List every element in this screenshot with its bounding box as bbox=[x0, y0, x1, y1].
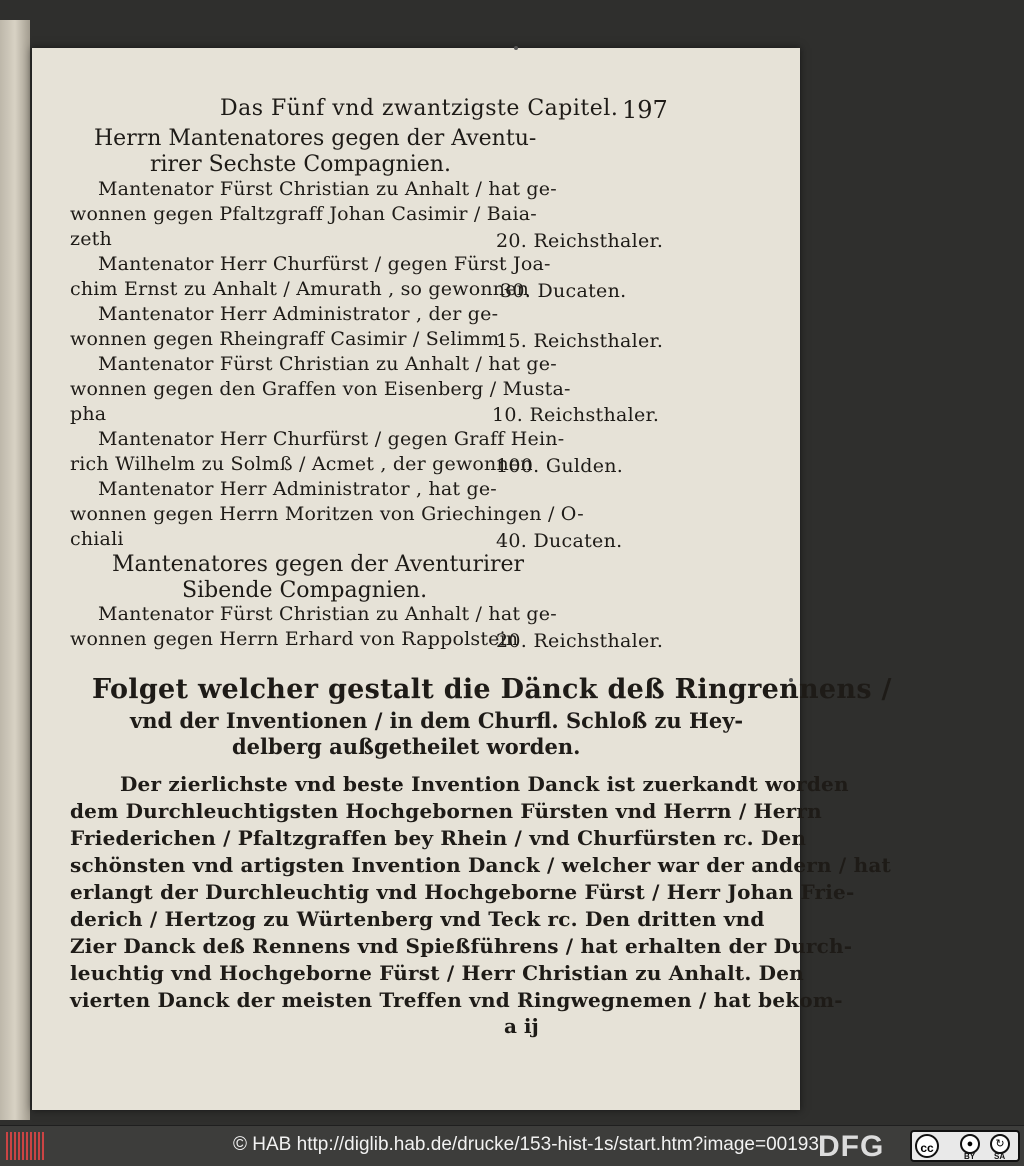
page-number: 197 bbox=[622, 96, 668, 124]
signature-mark: a ij bbox=[504, 1014, 539, 1038]
entry-amount: 100. Gulden. bbox=[496, 455, 624, 477]
entry-line: pha bbox=[70, 403, 107, 425]
entry-line: wonnen gegen den Graffen von Eisenberg / Musta- bbox=[70, 378, 571, 400]
body-line: vierten Danck der meisten Treffen vnd Ringwegnemen / hat bekom- bbox=[70, 988, 843, 1012]
body-line: schönsten vnd artigsten Invention Danck / welcher war der andern / hat bbox=[70, 853, 891, 877]
previous-page-edge bbox=[0, 20, 30, 1120]
entry-line: Mantenator Fürst Christian zu Anhalt / hat ge- bbox=[98, 178, 557, 200]
cc-icon: cc bbox=[915, 1134, 939, 1158]
entry-line: Mantenator Fürst Christian zu Anhalt / hat ge- bbox=[98, 603, 557, 625]
entry-line: rich Wilhelm zu Solmß / Acmet , der gewonnen bbox=[70, 453, 533, 475]
viewer-footer bbox=[0, 1125, 1024, 1166]
section-heading: Sibende Compagnien. bbox=[182, 578, 428, 603]
section-heading: rirer Sechste Compagnien. bbox=[150, 152, 451, 177]
chapter-heading: vnd der Inventionen / in dem Churfl. Schloß zu Hey- bbox=[130, 708, 744, 733]
entry-line: Mantenator Herr Administrator , hat ge- bbox=[98, 478, 497, 500]
entry-line: wonnen gegen Herrn Moritzen von Griechingen / O- bbox=[70, 503, 584, 525]
share-alike-icon: ↻ bbox=[990, 1134, 1010, 1154]
entry-amount: 10. Reichsthaler. bbox=[492, 404, 660, 426]
body-line: Der zierlichste vnd beste Invention Danck ist zuerkandt worden bbox=[120, 772, 849, 796]
entry-line: Mantenator Fürst Christian zu Anhalt / hat ge- bbox=[98, 353, 557, 375]
ink-speck bbox=[514, 46, 518, 50]
entry-amount: 20. Reichsthaler. bbox=[496, 630, 664, 652]
entry-line: chim Ernst zu Anhalt / Amurath , so gewonnen bbox=[70, 278, 530, 300]
entry-line: zeth bbox=[70, 228, 112, 250]
hab-logo-icon bbox=[6, 1132, 46, 1160]
body-line: derich / Hertzog zu Würtenberg vnd Teck rc. Den dritten vnd bbox=[70, 907, 765, 931]
running-head: Das Fünf vnd zwantzigste Capitel. bbox=[220, 96, 619, 121]
dfg-logo[interactable]: DFG bbox=[818, 1130, 885, 1163]
entry-line: Mantenator Herr Administrator , der ge- bbox=[98, 303, 499, 325]
entry-line: wonnen gegen Pfaltzgraff Johan Casimir / Baia- bbox=[70, 203, 537, 225]
entry-line: wonnen gegen Herrn Erhard von Rappolstein bbox=[70, 628, 519, 650]
section-heading: Herrn Mantenatores gegen der Aventu- bbox=[94, 126, 537, 151]
by-person-icon: ● bbox=[960, 1134, 980, 1154]
chapter-heading: delberg außgetheilet worden. bbox=[232, 734, 581, 759]
entry-line: chiali bbox=[70, 528, 124, 550]
entry-line: Mantenator Herr Churfürst / gegen Fürst Joa- bbox=[98, 253, 551, 275]
scanned-page bbox=[32, 48, 892, 1110]
entry-line: Mantenator Herr Churfürst / gegen Graff Hein- bbox=[98, 428, 565, 450]
entry-amount: 20. Reichsthaler. bbox=[496, 230, 664, 252]
copyright-link[interactable]: © HAB http://diglib.hab.de/drucke/153-hist-1s/start.htm?image=00193 bbox=[233, 1134, 819, 1155]
entry-amount: 40. Ducaten. bbox=[496, 530, 623, 552]
chapter-heading: Folget welcher gestalt die Dänck deß Ringrennens / bbox=[92, 674, 892, 705]
body-line: leuchtig vnd Hochgeborne Fürst / Herr Christian zu Anhalt. Den bbox=[70, 961, 804, 985]
entry-amount: 30. Ducaten. bbox=[500, 280, 627, 302]
entry-amount: 15. Reichsthaler. bbox=[496, 330, 664, 352]
body-line: erlangt der Durchleuchtig vnd Hochgeborne Fürst / Herr Johan Frie- bbox=[70, 880, 855, 904]
sa-label: SA bbox=[994, 1152, 1006, 1161]
body-line: dem Durchleuchtigsten Hochgebornen Fürsten vnd Herrn / Herrn bbox=[70, 799, 822, 823]
cc-license-badge[interactable] bbox=[910, 1130, 1020, 1162]
entry-line: wonnen gegen Rheingraff Casimir / Selimm bbox=[70, 328, 500, 350]
section-heading: Mantenatores gegen der Aventurirer bbox=[112, 552, 525, 577]
by-label: BY bbox=[964, 1152, 976, 1161]
body-line: Friederichen / Pfaltzgraffen bey Rhein / vnd Churfürsten rc. Den bbox=[70, 826, 807, 850]
body-line: Zier Danck deß Rennens vnd Spießführens / hat erhalten der Durch- bbox=[70, 934, 853, 958]
